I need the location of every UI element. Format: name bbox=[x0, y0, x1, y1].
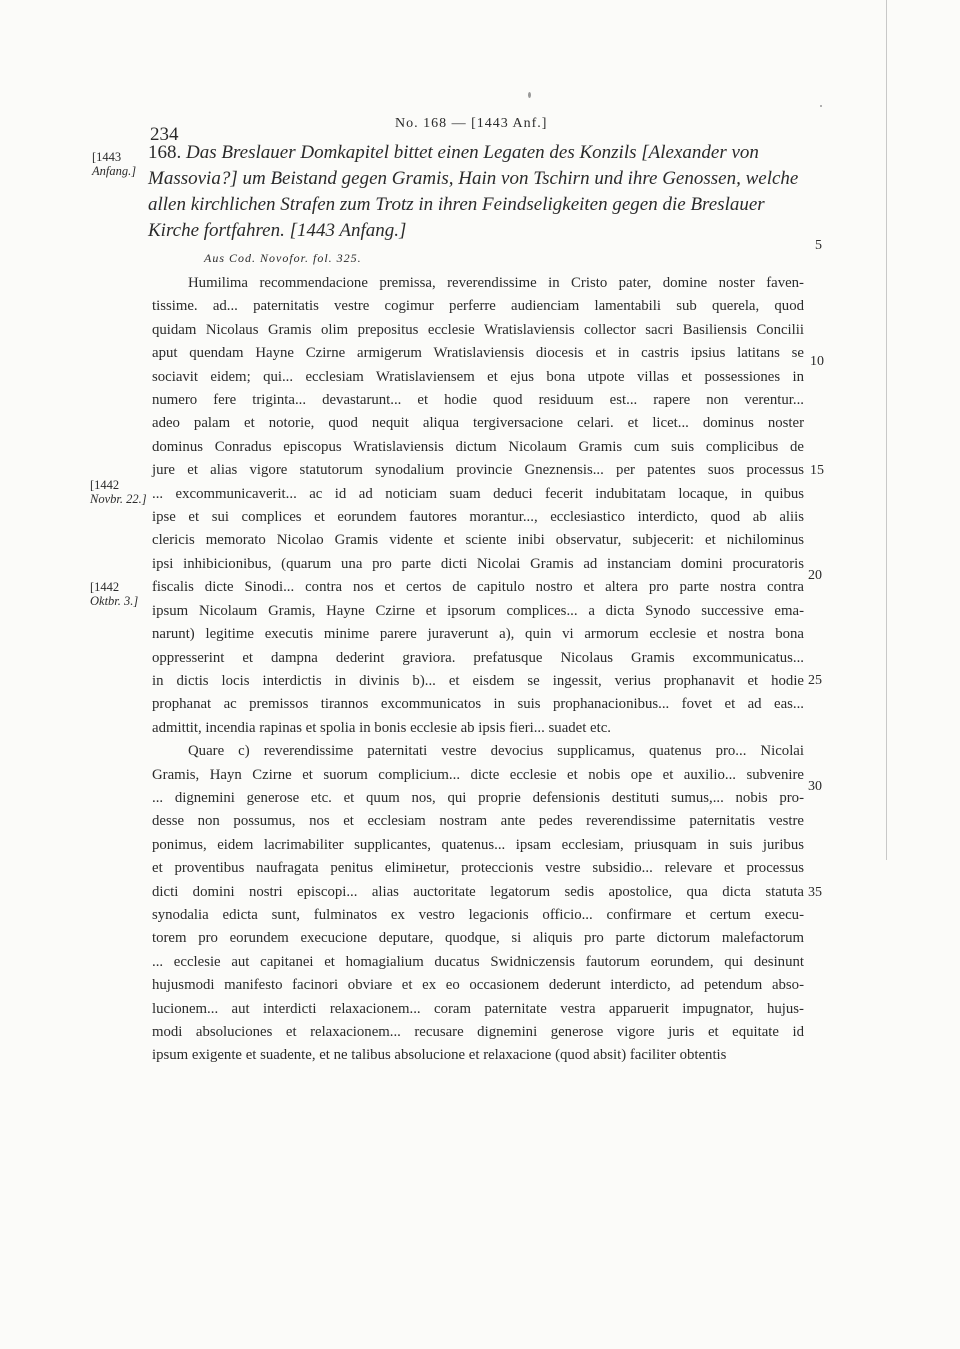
margin-date-1 bbox=[92, 150, 136, 178]
line-number-15: 15 bbox=[810, 463, 824, 478]
text-line: dominus Conradus episcopus Wratislaviensis dictum Nicolaum Gramis cum suis complicibus de bbox=[152, 438, 804, 455]
margin-date-1-month: Anfang.] bbox=[92, 164, 137, 178]
text-line: Humilima recommendacione premissa, reverendissime in Cristo pater, domine noster faven- bbox=[188, 275, 804, 291]
text-line: dicti domini nostri episcopi... alias auctoritate legatorum sedis apostolice, qua dicta statuta bbox=[152, 883, 804, 900]
text-line: tissime. ad... paternitatis vestre cogimur perferre audienciam lamentabili sub querela, quod bbox=[152, 298, 804, 315]
line-number-30: 30 bbox=[808, 779, 822, 794]
text-line: ipse et sui complices et eorundem fautores morantur..., ecclesiastico interdicto, quod ab aliis bbox=[152, 509, 804, 526]
margin-date-2 bbox=[90, 478, 147, 506]
text-line: ipsum Nicolaum Gramis, Hayne Czirne et ipsorum complices... a dicta Synodo successive ema- bbox=[152, 602, 804, 619]
text-line: synodalia edicta sunt, fulminatos ex vestro legacionis officio... confirmare et certum execu- bbox=[152, 906, 804, 923]
line-number-10: 10 bbox=[810, 354, 824, 369]
text-line: oppresserint et dampna dederint graviora. prefatusque Nicolaus Gramis excommunicatus... bbox=[152, 649, 804, 666]
text-line: lucionem... aut interdicti relaxacionem... coram paternitate vestra apparuerit impugnator, hujus- bbox=[152, 1000, 804, 1017]
text-line: ponimus, eidem lacrimabiliter supplicantes, quatenus... ipsam ecclesiam, priusquam in suis juribus bbox=[152, 836, 804, 853]
line-number-20: 20 bbox=[808, 568, 822, 583]
scan-speck bbox=[528, 92, 531, 98]
running-head: No. 168 — [1443 Anf.] bbox=[395, 116, 548, 131]
text-line: et proventibus naufragata penitus elimінetur, proteccionis vestre subsidio... relevare et processus bbox=[152, 860, 804, 877]
text-line: ... dignemini generose etc. et quum nos, qui proprie defensionis destituti sumus,... nobis pro- bbox=[152, 789, 804, 806]
text-line: desse non possumus, nos et ecclesiam nostram ante pedes reverendissime paternitatis vestre bbox=[152, 813, 804, 830]
scan-speck bbox=[820, 105, 822, 107]
margin-date-3-month: Oktbr. 3.] bbox=[90, 594, 139, 608]
page-number: 234 bbox=[150, 124, 179, 145]
document-number: 168. bbox=[148, 142, 182, 163]
text-line: ipsum exigente et suadente, et ne talibus absolucione et relaxacione (quod absit) faciliter obtentis bbox=[152, 1047, 727, 1064]
text-line: ipsi inhibicionibus, (quarum una pro parte dicti Nicolai Gramis ad instanciam domini procuratoris bbox=[152, 555, 804, 572]
text-line: ... ecclesie aut capitanei et homagialium ducatus Swidniczensis fautorum eorundem, qui desinunt bbox=[152, 953, 804, 970]
text-line: sociavit eidem; qui... ecclesiam Wratislaviensem et ejus bona utpote villas et possessiones in bbox=[152, 368, 804, 385]
line-number-25: 25 bbox=[808, 673, 822, 688]
margin-date-2-month: Novbr. 22.] bbox=[90, 492, 147, 506]
text-line: modi absoluciones et relaxacionem... recusare dignemini generose vigore juris et equitate id bbox=[152, 1024, 804, 1040]
text-line: fiscalis dicte Sinodi... contra nos et certos de capitulo nostro et altera pro parte nostra contra bbox=[152, 579, 804, 596]
text-line: numero fere triginta... devastarunt... et hodie quod residuum est... rapere non verentur... bbox=[152, 392, 804, 409]
margin-date-3 bbox=[90, 580, 138, 608]
text-line: torem pro eorundem execucione deputare, quodque, si aliquis pro parte dictorum malefactorum bbox=[152, 930, 804, 947]
document-heading bbox=[148, 140, 808, 244]
text-line: quidam Nicolaus Gramis olim prepositus ecclesie Wratislaviensis collector sacri Basiliensis Concilii bbox=[152, 321, 804, 338]
text-line: adeo palam et notorie, quod nequit aliqua tergiversacione celari. et licet... dominus noster bbox=[152, 415, 804, 432]
text-line: Quare c) reverendissime paternitati vestre devocius supplicamus, quatenus pro... Nicolai bbox=[188, 743, 804, 760]
text-line: jure et alias vigore statutorum synodalium provincie Gneznensis... per patentes suos processus bbox=[152, 462, 804, 479]
line-number-35: 35 bbox=[808, 885, 822, 900]
text-line: aput quendam Hayne Czirne armigerum Wratislaviensis diocesis et in castris ipsius latitans se bbox=[152, 345, 804, 362]
line-number-5: 5 bbox=[815, 238, 822, 253]
text-line: Gramis, Hayn Czirne et suorum complicium... dicte ecclesie et nobis ope et auxilio... subvenire bbox=[152, 766, 804, 783]
text-line: admittit, incendia rapinas et spolia in bonis ecclesie ab ipsis fieri... suadet etc. bbox=[152, 719, 611, 736]
margin-date-3-year: [1442 bbox=[90, 580, 120, 594]
margin-date-1-year: [1443 bbox=[92, 150, 122, 164]
page-edge-line bbox=[886, 0, 887, 860]
text-line: ... excommunicaverit... ac id ad noticiam suam deduci fecerit indubitatam locaque, in quibus bbox=[152, 485, 804, 502]
margin-date-2-year: [1442 bbox=[90, 478, 120, 492]
text-line: clericis memorato Nicolao Gramis vidente et sciente inibi observatur, subjecerit: et nichilominus bbox=[152, 532, 804, 549]
text-line: in dictis locis interdictis in divinis b)... et eisdem se ingessit, verius prophanavit et hodie bbox=[152, 672, 804, 689]
document-title: Das Breslauer Domkapitel bittet einen Legaten des Konzils [Alexander von Massovia?] um Beistand gegen Gramis, Hain von Tschirn und ihre Genossen, welche allen kirchlichen Strafen zum Trotz in ihren Feindseligkeiten gegen die Breslauer Kirche fortfahren. [1443 Anfang.] bbox=[148, 142, 799, 241]
text-line: prophanat ac premissos tirannos excommunicatos in suis prophanacionibus... fovet et ad eas... bbox=[152, 696, 804, 713]
text-line: hujusmodi manifesto facinori obviare et ex eo occasionem dederunt interdicto, ad petendum abso- bbox=[152, 977, 804, 994]
text-line: narunt) legitime executis minime parere juraverunt a), quin vi armorum ecclesie et nostra bona bbox=[152, 626, 804, 643]
document-body bbox=[152, 272, 804, 1068]
source-citation: Aus Cod. Novofor. fol. 325. bbox=[204, 251, 362, 265]
